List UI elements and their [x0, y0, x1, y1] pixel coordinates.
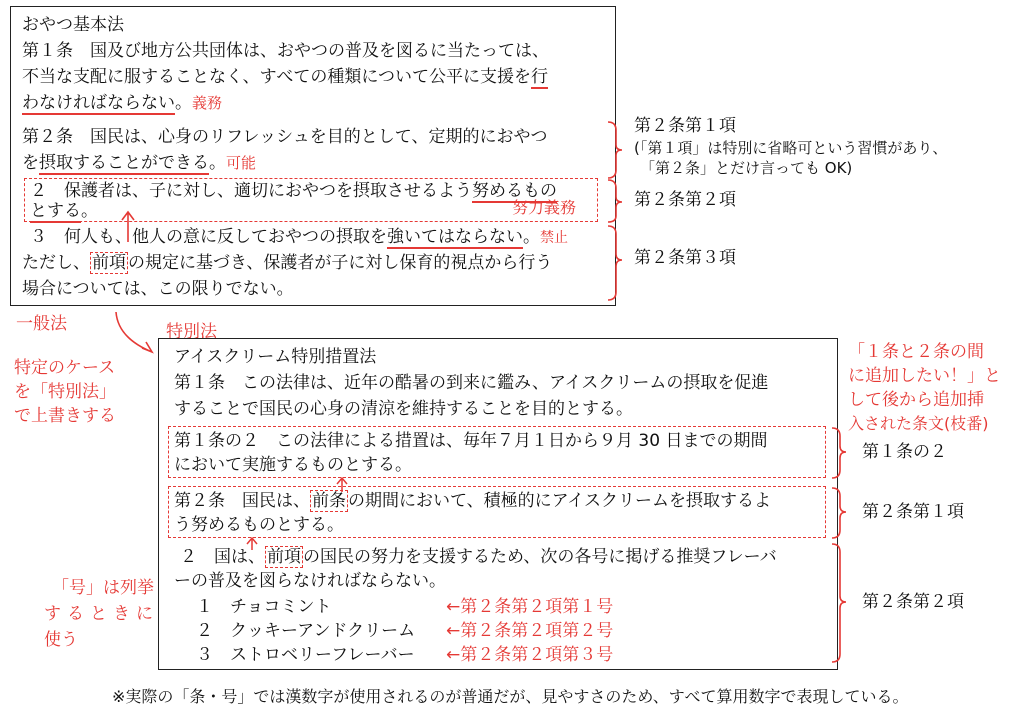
basic-law-title: おやつ基本法	[22, 15, 124, 35]
ice-cream-article2-line1: 第２条 国民は、 前条 の期間において、積極的にアイスクリームを摂取するよ	[174, 491, 771, 511]
brace-ice-article2-para1	[832, 488, 846, 538]
flavor-item-1: １ チョコミント	[196, 597, 332, 617]
override-note-2: を「特別法」	[14, 382, 116, 402]
basic-law-article1-line3: わなければならない。義務	[22, 93, 223, 113]
basic-law-paragraph3-line3: 場合については、この限りでない。	[22, 279, 294, 299]
arrow-to-article1-2	[337, 478, 347, 492]
previous-paragraph-ref: 前項	[92, 253, 126, 273]
item-label-2: ←第２条第２項第２号	[446, 621, 614, 641]
duty-label: 義務	[192, 94, 223, 112]
basic-law-article2-line1: 第２条 国民は、心身のリフレッシュを目的として、定期的におやつ	[22, 127, 548, 147]
note-para1-omit-2: 「第２条」とだけ言っても OK)	[640, 159, 853, 177]
item-note-1: 「号」は列挙	[52, 578, 154, 598]
basic-law-paragraph2-line1: ２ 保護者は、子に対し、適切におやつを摂取させるよう努めるもの	[30, 181, 557, 201]
arrow-to-article2	[247, 538, 257, 550]
effort-duty-label: 努力義務	[512, 198, 577, 217]
ice-cream-article2-line2: う努めるものとする。	[174, 515, 344, 535]
basic-law-article1-line1: 第１条 国及び地方公共団体は、おやつの普及を図るに当たっては、	[22, 41, 549, 61]
brace-article2-para3	[608, 226, 622, 300]
ice-cream-article1-line1: 第１条 この法律は、近年の酷暑の到来に鑑み、アイスクリームの摂取を促進	[174, 373, 769, 393]
brace-ice-article2-para2	[832, 544, 846, 662]
brace-article2-para2	[608, 180, 622, 222]
previous-article-ref: 前条	[312, 491, 346, 511]
basic-law-paragraph3-line2: ただし、 前項 の規定に基づき、保護者が子に対し保育的視点から行う	[22, 253, 553, 273]
branch-note-2: に追加したい！」と	[848, 366, 1001, 386]
permission-label: 可能	[226, 154, 257, 172]
previous-paragraph-ref-2: 前項	[267, 547, 301, 567]
brace-article2-para1	[608, 122, 622, 178]
basic-law-article1-line2: 不当な支配に服することなく、すべての種類について公平に支援を行	[22, 67, 548, 87]
ice-cream-paragraph2-line2: ーの普及を図らなければならない。	[174, 571, 446, 591]
basic-law-paragraph2-line2: とする。	[30, 201, 98, 221]
general-law-label: 一般法	[16, 314, 67, 334]
flavor-item-2: ２ クッキーアンドクリーム	[196, 621, 416, 641]
prohibition-label: 禁止	[540, 230, 568, 246]
ice-cream-article1-line2: することで国民の心身の清涼を維持することを目的とする。	[174, 399, 633, 419]
note-para1-omit-1: (「第１項」は特別に省略可という習慣があり、	[634, 139, 948, 157]
note-article2-para3: 第２条第３項	[634, 248, 736, 268]
note-article2-para2: 第２条第２項	[634, 190, 736, 210]
arrow-general-to-special	[116, 312, 152, 352]
ice-cream-article1-2-line1: 第１条の２ この法律による措置は、毎年７月１日から９月 30 日までの期間	[174, 431, 768, 451]
note-article1-2: 第１条の２	[862, 442, 947, 462]
footer-note: ※実際の「条・号」では漢数字が使用されるのが普通だが、見やすさのため、すべて算用数字で表現している。	[112, 687, 909, 706]
brace-article1-2	[832, 428, 846, 478]
note-ice-article2-para1: 第２条第１項	[862, 502, 964, 522]
item-note-2: するときに	[44, 604, 159, 624]
branch-note-1: 「１条と２条の間	[848, 342, 984, 362]
branch-note-3: して後から追加挿	[848, 390, 984, 410]
note-ice-article2-para2: 第２条第２項	[862, 592, 964, 612]
item-label-3: ←第２条第２項第３号	[446, 645, 614, 665]
override-note-1: 特定のケース	[14, 358, 116, 378]
basic-law-article2-line2: を摂取することができる。可能	[22, 153, 257, 173]
branch-note-4: 入された条文(枝番)	[848, 414, 989, 433]
ice-cream-paragraph2-line1: ２ 国は、 前項 の国民の努力を支援するため、次の各号に掲げる推奨フレーバ	[180, 547, 777, 567]
item-label-1: ←第２条第２項第１号	[446, 597, 614, 617]
flavor-item-3: ３ ストロベリーフレーバー	[196, 645, 415, 665]
basic-law-paragraph3-line1: ３ 何人も、他人の意に反しておやつの摂取を強いてはならない。禁止	[30, 227, 568, 247]
arrow-to-paragraph2	[122, 212, 134, 242]
note-article2-para1: 第２条第１項	[634, 116, 736, 136]
item-note-3: 使う	[44, 630, 78, 650]
ice-cream-article1-2-line2: において実施するものとする。	[174, 455, 412, 475]
ice-cream-law-title: アイスクリーム特別措置法	[174, 347, 377, 367]
override-note-3: で上書きする	[14, 406, 116, 426]
special-law-label: 特別法	[166, 322, 217, 342]
